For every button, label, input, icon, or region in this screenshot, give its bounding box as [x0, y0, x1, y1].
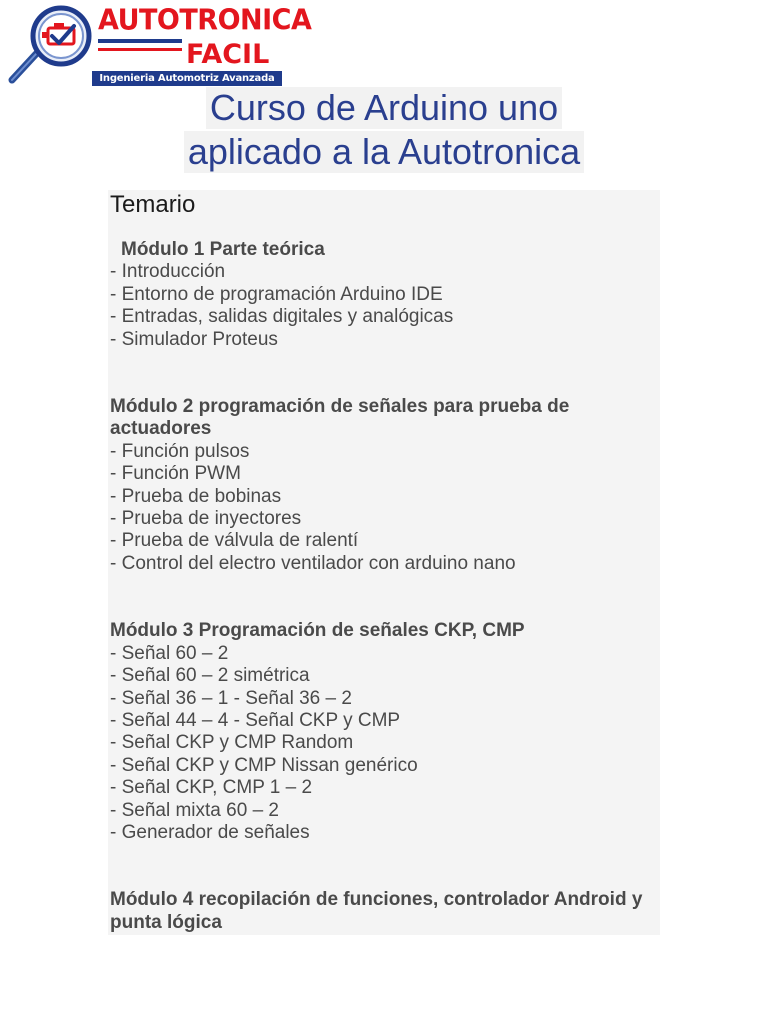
list-item: - Introducción: [110, 261, 226, 283]
section-heading: Temario: [110, 191, 196, 218]
logo-divider-red: [98, 48, 182, 51]
logo-divider-blue: [98, 39, 182, 43]
list-item: - Señal 60 – 2 simétrica: [110, 665, 310, 687]
module-1: [110, 239, 655, 351]
syllabus: [110, 239, 655, 979]
list-item: - Prueba de bobinas: [110, 485, 282, 507]
title-line-1: Curso de Arduino uno: [206, 87, 562, 129]
module-title: Módulo 1 Parte teórica: [121, 239, 325, 260]
module-4: [110, 889, 655, 934]
list-item: - Señal 44 – 4 - Señal CKP y CMP: [110, 709, 401, 731]
module-3: [110, 620, 655, 844]
title-line-2: aplicado a la Autotronica: [184, 131, 584, 173]
page-title: [0, 87, 768, 173]
list-item: - Simulador Proteus: [110, 328, 278, 350]
list-item: - Generador de señales: [110, 821, 310, 843]
logo: [6, 4, 312, 86]
list-item: - Función pulsos: [110, 440, 250, 462]
list-item: - Entorno de programación Arduino IDE: [110, 283, 443, 305]
list-item: - Entradas, salidas digitales y analógicas: [110, 306, 454, 328]
list-item: - Señal CKP y CMP Nissan genérico: [110, 754, 418, 776]
module-title: Módulo 4 recopilación de funciones, controlador Android y punta lógica: [110, 889, 643, 933]
list-item: - Prueba de inyectores: [110, 508, 302, 530]
module-2: [110, 396, 655, 575]
list-item: - Señal 60 – 2: [110, 642, 229, 664]
list-item: - Prueba de válvula de ralentí: [110, 530, 359, 552]
list-item: - Señal mixta 60 – 2: [110, 799, 279, 821]
magnifier-check-icon: [6, 4, 98, 86]
logo-subtitle: FACIL: [186, 39, 270, 70]
logo-tagline: Ingenieria Automotriz Avanzada: [92, 71, 282, 86]
list-item: - Señal CKP y CMP Random: [110, 732, 354, 754]
list-item: - Señal CKP, CMP 1 – 2: [110, 777, 313, 799]
list-item: - Función PWM: [110, 463, 241, 485]
module-title: Módulo 3 Programación de señales CKP, CMP: [110, 620, 525, 642]
list-item: - Control del electro ventilador con arduino nano: [110, 552, 516, 574]
module-title: Módulo 2 programación de señales para prueba de actuadores: [110, 396, 570, 440]
list-item: - Señal 36 – 1 - Señal 36 – 2: [110, 687, 352, 709]
logo-title: AUTOTRONICA: [98, 4, 312, 37]
